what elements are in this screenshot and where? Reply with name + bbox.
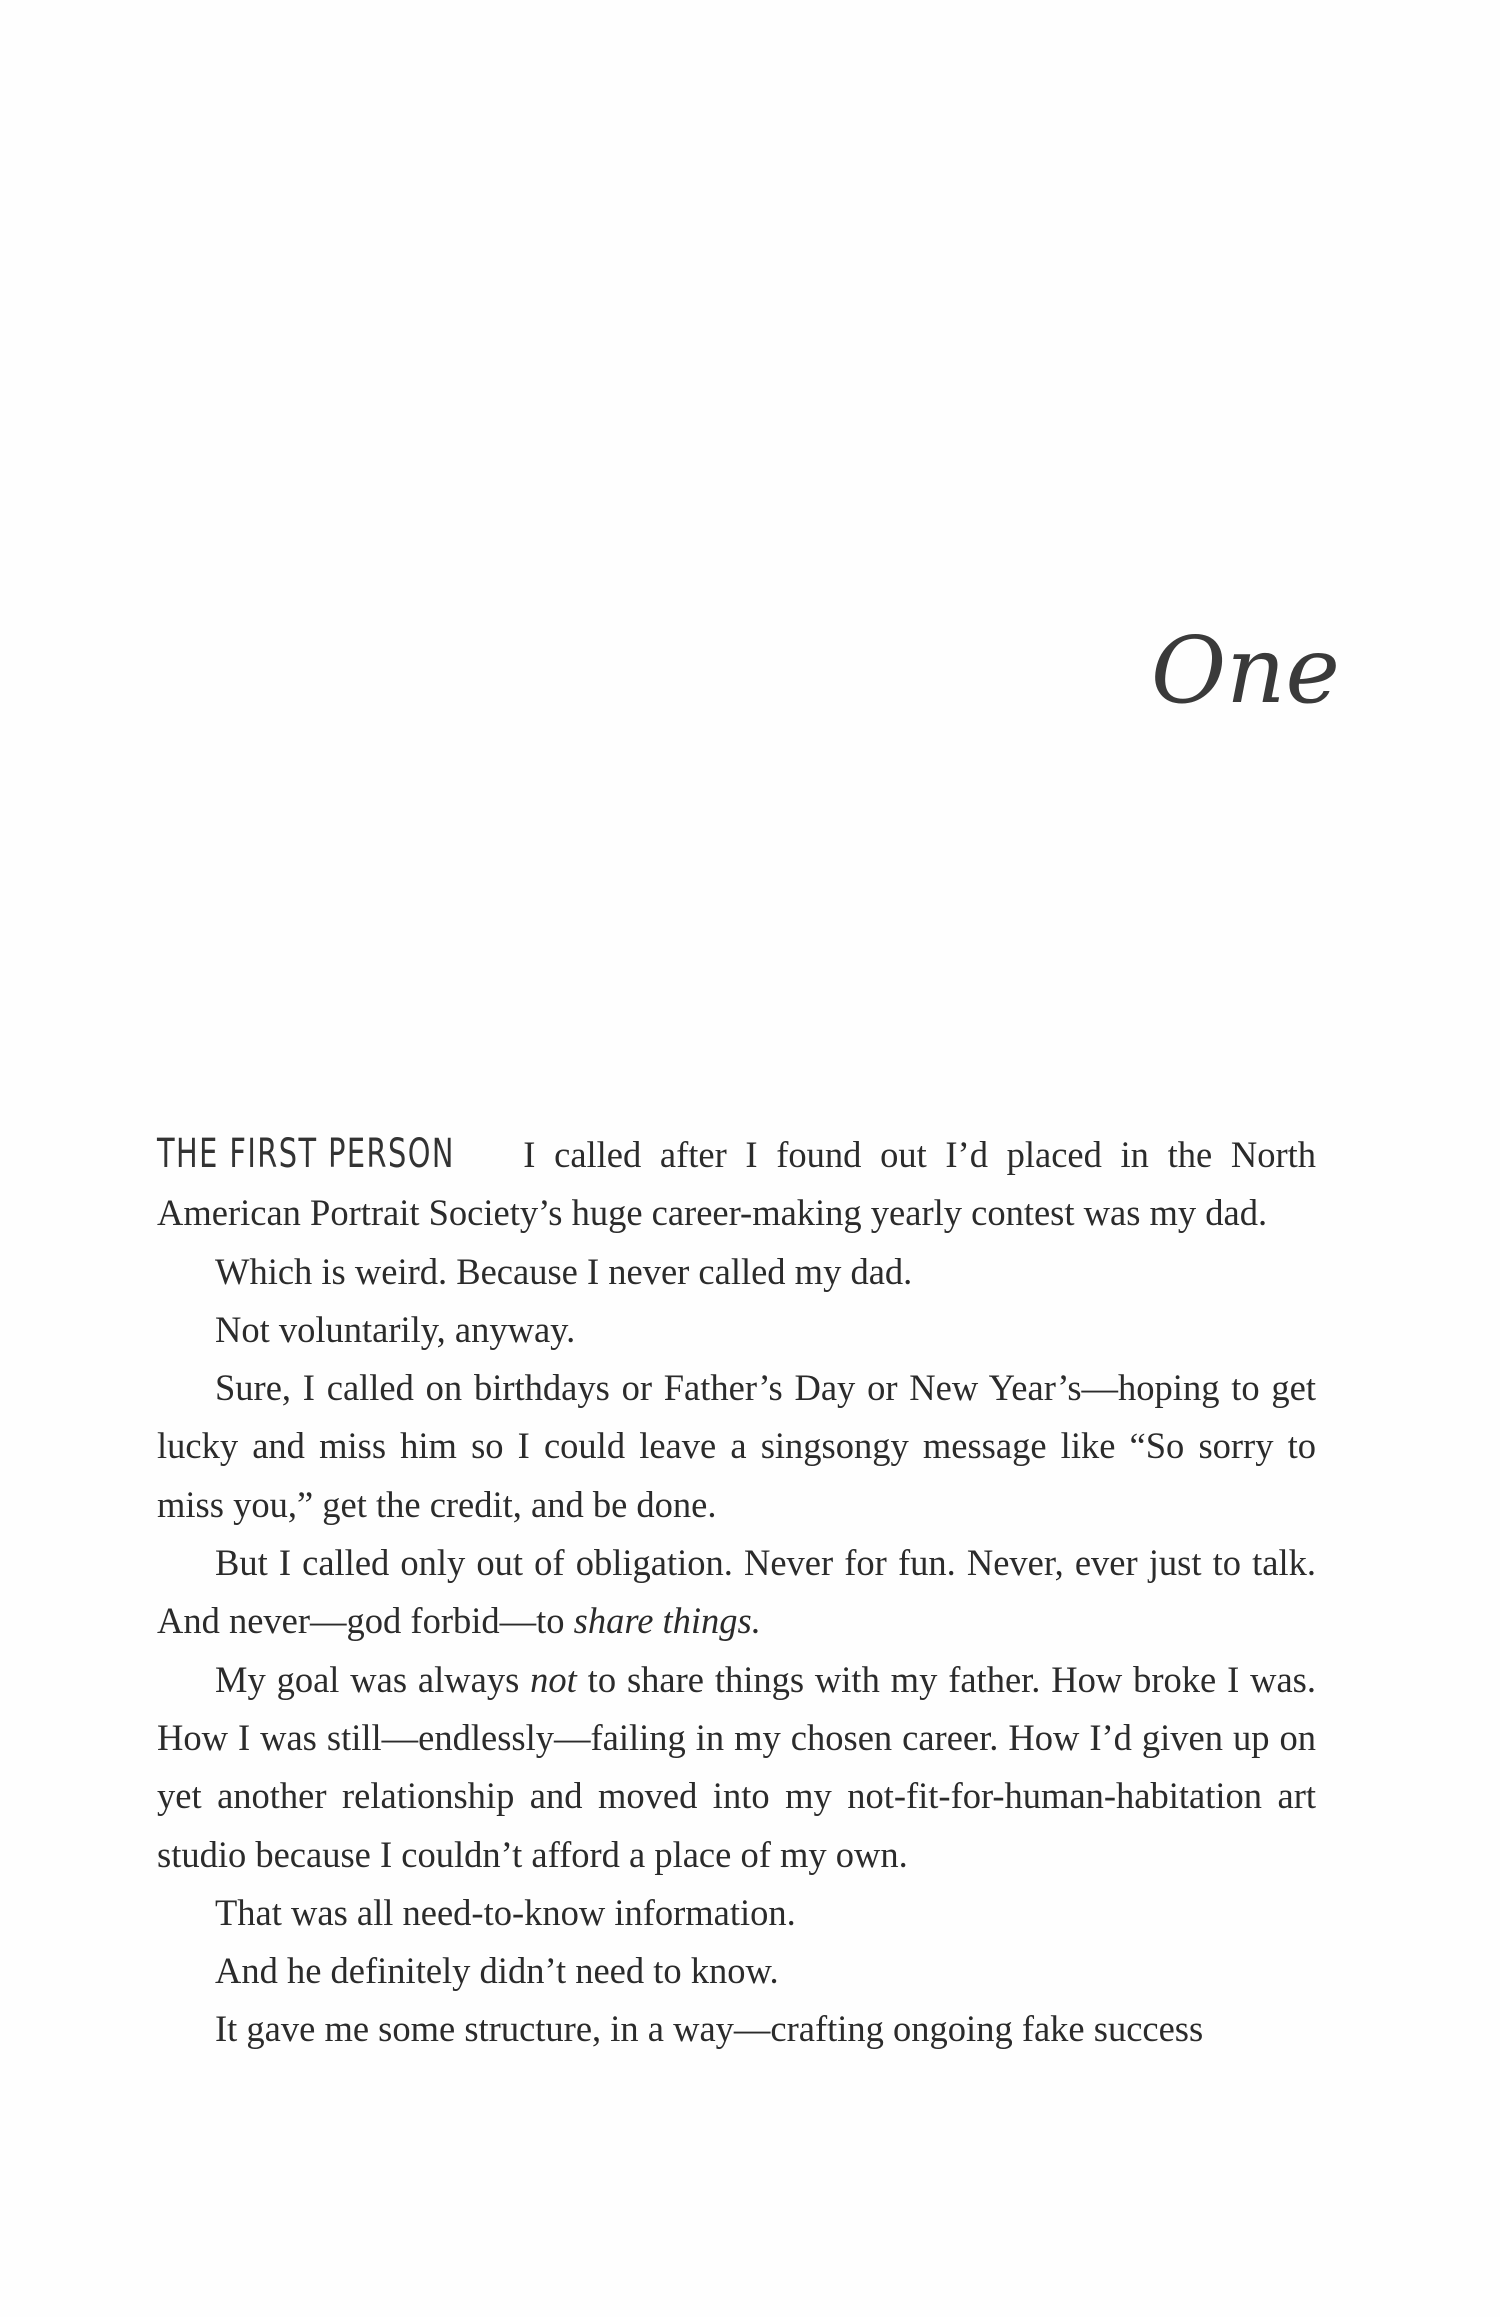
paragraph-4: Sure, I called on birthdays or Father’s Day or New Year’s—hoping to get lucky and miss him so I could leave a singsongy message like “So sorry to miss you,” get the credit, and be done. (157, 1367, 1316, 1525)
paragraph-9: It gave me some structure, in a way—crafting ongoing fake success (215, 2008, 1204, 2050)
paragraph-6 (157, 1651, 1316, 1884)
paragraph-2: Which is weird. Because I never called my dad. (215, 1250, 913, 1292)
chapter-body (157, 1125, 1316, 2059)
paragraph-5 (157, 1534, 1316, 1651)
paragraph-1 (157, 1125, 1316, 1243)
lead-in-smallcaps: THE FIRST PERSON (157, 1131, 455, 1177)
chapter-title: One (1150, 617, 1340, 724)
paragraph-5-emphasis: share things. (573, 1600, 761, 1642)
paragraph-6-text-a: My goal was always (215, 1658, 531, 1700)
paragraph-6-emphasis: not (530, 1658, 577, 1700)
paragraph-8: And he definitely didn’t need to know. (215, 1950, 779, 1992)
paragraph-6-text-b: to share things with my father. How broke I was. How I was still—endlessly—failing in my chosen career. How I’d given up on yet another relationship and moved into my not-fit-for-human-habitation art studio because I couldn’t afford a place of my own. (157, 1658, 1317, 1875)
paragraph-7: That was all need-to-know information. (215, 1891, 796, 1933)
paragraph-5-text: But I called only out of obligation. Never for fun. Never, ever just to talk. And never—god forbid—to (157, 1542, 1316, 1642)
paragraph-1-text: I called after I found out I’d placed in the North American Portrait Society’s huge career-making yearly contest was my dad. (157, 1134, 1316, 1234)
paragraph-3: Not voluntarily, anyway. (215, 1308, 576, 1350)
